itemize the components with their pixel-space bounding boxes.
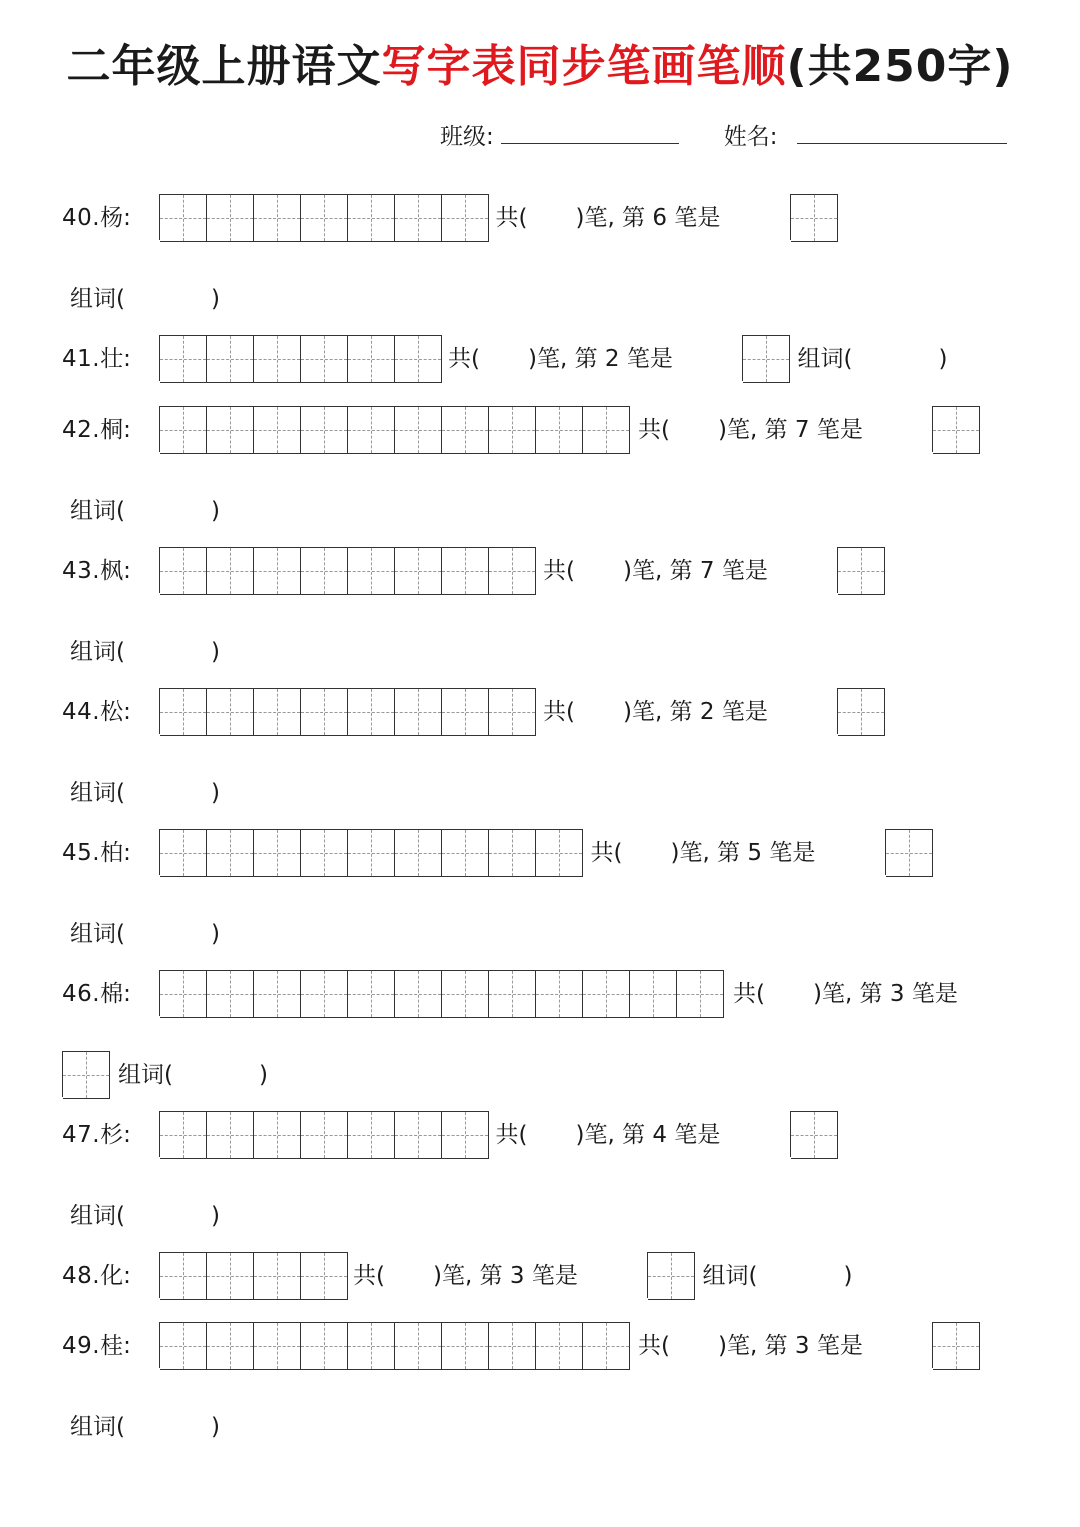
stroke-order-boxes[interactable] <box>159 406 630 452</box>
stroke-cell[interactable] <box>348 335 395 383</box>
word-group-text <box>70 628 220 676</box>
stroke-suffix: 笔是 <box>721 699 768 725</box>
nth-stroke-number: 7 <box>699 558 715 584</box>
stroke-cell[interactable] <box>348 406 395 454</box>
word-prefix: 组词( <box>70 498 125 524</box>
stroke-cell[interactable] <box>536 970 583 1018</box>
stroke-cell[interactable] <box>254 1252 301 1300</box>
stroke-cell[interactable] <box>395 335 442 383</box>
total-prefix: 共( <box>638 417 670 443</box>
stroke-cell[interactable] <box>207 829 254 877</box>
word-suffix: ) <box>210 1203 220 1229</box>
total-suffix: )笔, <box>670 840 710 866</box>
stroke-cell[interactable] <box>442 194 489 242</box>
nth-stroke-box[interactable] <box>837 688 885 734</box>
stroke-count-text <box>353 1252 578 1300</box>
word-suffix: ) <box>938 346 948 372</box>
stroke-cell[interactable] <box>395 547 442 595</box>
nth-stroke-box[interactable] <box>885 829 933 875</box>
total-prefix: 共( <box>590 840 623 866</box>
nth-stroke-box[interactable] <box>790 1111 838 1157</box>
stroke-cell[interactable] <box>207 1252 254 1300</box>
total-suffix: )笔, <box>527 346 568 372</box>
stroke-cell[interactable] <box>348 547 395 595</box>
item-character: 杉: <box>100 1122 131 1148</box>
stroke-order-boxes[interactable] <box>159 1252 348 1298</box>
stroke-cell[interactable] <box>395 406 442 454</box>
stroke-cell[interactable] <box>489 1322 536 1370</box>
word-suffix: ) <box>210 921 220 947</box>
word-group-text <box>703 1252 853 1300</box>
stroke-cell[interactable] <box>442 406 489 454</box>
stroke-prefix: 第 <box>622 1122 646 1148</box>
stroke-cell[interactable] <box>160 547 207 595</box>
stroke-cell[interactable] <box>301 194 348 242</box>
word-group-text <box>70 1403 220 1451</box>
stroke-cell[interactable] <box>160 829 207 877</box>
stroke-suffix: 笔是 <box>674 1122 721 1148</box>
stroke-prefix: 第 <box>764 417 788 443</box>
item-character: 枫: <box>100 558 131 584</box>
nth-stroke-box[interactable] <box>647 1252 695 1298</box>
stroke-suffix: 笔是 <box>626 346 673 372</box>
stroke-cell[interactable] <box>301 1111 348 1159</box>
stroke-cell[interactable] <box>395 688 442 736</box>
item-character: 松: <box>100 699 131 725</box>
stroke-cell[interactable] <box>791 1111 838 1159</box>
stroke-cell[interactable] <box>254 1322 301 1370</box>
item-label <box>62 1111 131 1159</box>
stroke-cell[interactable] <box>254 970 301 1018</box>
stroke-cell[interactable] <box>254 406 301 454</box>
stroke-prefix: 第 <box>717 840 741 866</box>
stroke-cell[interactable] <box>160 406 207 454</box>
stroke-cell[interactable] <box>886 829 933 877</box>
word-prefix: 组词( <box>70 639 125 665</box>
stroke-cell[interactable] <box>301 829 348 877</box>
stroke-cell[interactable] <box>207 1322 254 1370</box>
stroke-cell[interactable] <box>838 547 885 595</box>
stroke-cell[interactable] <box>160 194 207 242</box>
stroke-cell[interactable] <box>489 829 536 877</box>
total-suffix: )笔, <box>622 558 663 584</box>
item-label <box>62 194 131 242</box>
stroke-order-boxes[interactable] <box>159 547 536 593</box>
stroke-cell[interactable] <box>348 688 395 736</box>
item-number: 41. <box>62 346 101 372</box>
total-prefix: 共( <box>733 981 765 1007</box>
stroke-cell[interactable] <box>207 194 254 242</box>
total-suffix: )笔, <box>717 1333 758 1359</box>
stroke-cell[interactable] <box>301 1252 348 1300</box>
nth-stroke-box[interactable] <box>790 194 838 240</box>
stroke-cell[interactable] <box>489 406 536 454</box>
item-label <box>62 970 131 1018</box>
word-group-text <box>70 275 220 323</box>
total-suffix: )笔, <box>717 417 758 443</box>
total-suffix: )笔, <box>622 699 663 725</box>
item-label <box>62 1252 131 1300</box>
stroke-cell[interactable] <box>160 688 207 736</box>
item-number: 45. <box>62 840 101 866</box>
stroke-cell[interactable] <box>301 406 348 454</box>
stroke-cell[interactable] <box>442 1322 489 1370</box>
stroke-cell[interactable] <box>160 1322 207 1370</box>
nth-stroke-number: 3 <box>794 1333 810 1359</box>
stroke-cell[interactable] <box>395 970 442 1018</box>
total-suffix: )笔, <box>432 1263 473 1289</box>
stroke-count-text <box>733 970 958 1018</box>
stroke-cell[interactable] <box>791 194 838 242</box>
stroke-prefix: 第 <box>574 346 598 372</box>
stroke-cell[interactable] <box>254 335 301 383</box>
word-suffix: ) <box>258 1062 268 1088</box>
word-prefix: 组词( <box>797 346 853 372</box>
nth-stroke-number: 6 <box>652 205 668 231</box>
stroke-order-boxes[interactable] <box>159 970 724 1016</box>
stroke-cell[interactable] <box>933 1322 980 1370</box>
item-label <box>62 406 131 454</box>
stroke-count-text <box>591 829 816 877</box>
word-prefix: 组词( <box>70 1414 125 1440</box>
stroke-prefix: 第 <box>669 558 693 584</box>
word-group-text <box>798 335 948 383</box>
stroke-count-text <box>638 1322 863 1370</box>
stroke-cell[interactable] <box>442 970 489 1018</box>
stroke-cell[interactable] <box>395 194 442 242</box>
stroke-suffix: 笔是 <box>911 981 958 1007</box>
total-prefix: 共( <box>495 205 528 231</box>
stroke-cell[interactable] <box>489 688 536 736</box>
stroke-cell[interactable] <box>536 829 583 877</box>
item-number: 43. <box>62 558 101 584</box>
stroke-cell[interactable] <box>442 688 489 736</box>
stroke-cell[interactable] <box>489 547 536 595</box>
stroke-cell[interactable] <box>160 335 207 383</box>
stroke-cell[interactable] <box>207 1111 254 1159</box>
stroke-cell[interactable] <box>442 1111 489 1159</box>
stroke-cell[interactable] <box>743 335 790 383</box>
nth-stroke-box[interactable] <box>932 406 980 452</box>
word-prefix: 组词( <box>70 286 125 312</box>
word-group-text <box>70 487 220 535</box>
stroke-count-text <box>543 547 768 595</box>
word-suffix: ) <box>210 498 220 524</box>
word-suffix: ) <box>843 1263 853 1289</box>
class-label: 班级: <box>440 124 494 150</box>
word-suffix: ) <box>210 780 220 806</box>
name-label: 姓名: <box>723 124 778 150</box>
item-number: 46. <box>62 981 101 1007</box>
item-number: 49. <box>62 1333 101 1359</box>
total-prefix: 共( <box>543 558 575 584</box>
stroke-prefix: 第 <box>859 981 883 1007</box>
item-character: 壮: <box>100 346 131 372</box>
stroke-count-text <box>496 194 721 242</box>
stroke-cell[interactable] <box>838 688 885 736</box>
word-suffix: ) <box>210 286 220 312</box>
stroke-order-boxes[interactable] <box>159 1111 489 1157</box>
stroke-cell[interactable] <box>254 194 301 242</box>
nth-stroke-number: 3 <box>509 1263 525 1289</box>
word-prefix: 组词( <box>118 1062 173 1088</box>
stroke-prefix: 第 <box>669 699 693 725</box>
total-prefix: 共( <box>543 699 575 725</box>
item-number: 47. <box>62 1122 101 1148</box>
total-prefix: 共( <box>353 1263 385 1289</box>
stroke-cell[interactable] <box>348 1111 395 1159</box>
stroke-count-text <box>543 688 768 736</box>
nth-stroke-box[interactable] <box>62 1051 110 1097</box>
stroke-cell[interactable] <box>583 970 630 1018</box>
stroke-cell[interactable] <box>583 406 630 454</box>
item-character: 柏: <box>100 840 131 866</box>
stroke-count-text <box>496 1111 721 1159</box>
stroke-cell[interactable] <box>207 970 254 1018</box>
total-prefix: 共( <box>638 1333 670 1359</box>
nth-stroke-number: 2 <box>699 699 715 725</box>
stroke-cell[interactable] <box>536 1322 583 1370</box>
item-label <box>62 335 131 383</box>
stroke-cell[interactable] <box>348 1322 395 1370</box>
nth-stroke-box[interactable] <box>932 1322 980 1368</box>
stroke-cell[interactable] <box>254 1111 301 1159</box>
stroke-prefix: 第 <box>479 1263 503 1289</box>
stroke-cell[interactable] <box>207 406 254 454</box>
stroke-cell[interactable] <box>160 970 207 1018</box>
stroke-suffix: 笔是 <box>816 1333 863 1359</box>
title-suffix: (共250字) <box>786 41 1014 92</box>
word-prefix: 组词( <box>70 921 125 947</box>
stroke-suffix: 笔是 <box>674 205 721 231</box>
total-suffix: )笔, <box>575 1122 615 1148</box>
total-prefix: 共( <box>448 346 480 372</box>
stroke-order-boxes[interactable] <box>159 688 536 734</box>
stroke-suffix: 笔是 <box>816 417 863 443</box>
stroke-cell[interactable] <box>536 406 583 454</box>
word-suffix: ) <box>210 1414 220 1440</box>
stroke-prefix: 第 <box>764 1333 788 1359</box>
item-character: 杨: <box>100 205 131 231</box>
stroke-cell[interactable] <box>442 547 489 595</box>
nth-stroke-number: 7 <box>794 417 810 443</box>
title-red: 写字表同步笔画笔顺 <box>381 41 787 92</box>
word-prefix: 组词( <box>702 1263 758 1289</box>
stroke-cell[interactable] <box>648 1252 695 1300</box>
stroke-cell[interactable] <box>301 1322 348 1370</box>
stroke-order-boxes[interactable] <box>159 1322 630 1368</box>
stroke-cell[interactable] <box>301 688 348 736</box>
stroke-count-text <box>638 406 863 454</box>
stroke-suffix: 笔是 <box>769 840 816 866</box>
item-number: 42. <box>62 417 101 443</box>
item-character: 棉: <box>100 981 131 1007</box>
stroke-cell[interactable] <box>160 1111 207 1159</box>
nth-stroke-box[interactable] <box>837 547 885 593</box>
word-group-text <box>70 769 220 817</box>
stroke-cell[interactable] <box>583 1322 630 1370</box>
item-character: 桂: <box>100 1333 131 1359</box>
item-character: 桐: <box>100 417 131 443</box>
stroke-cell[interactable] <box>933 406 980 454</box>
stroke-order-boxes[interactable] <box>159 194 489 240</box>
stroke-cell[interactable] <box>348 829 395 877</box>
stroke-cell[interactable] <box>207 547 254 595</box>
stroke-order-boxes[interactable] <box>159 829 583 875</box>
stroke-cell[interactable] <box>254 688 301 736</box>
stroke-cell[interactable] <box>348 970 395 1018</box>
item-label <box>62 1322 131 1370</box>
stroke-cell[interactable] <box>348 194 395 242</box>
word-prefix: 组词( <box>70 1203 125 1229</box>
stroke-cell[interactable] <box>207 335 254 383</box>
nth-stroke-number: 3 <box>889 981 905 1007</box>
item-label <box>62 547 131 595</box>
item-character: 化: <box>100 1263 131 1289</box>
nth-stroke-number: 2 <box>604 346 620 372</box>
stroke-cell[interactable] <box>160 1252 207 1300</box>
nth-stroke-box[interactable] <box>742 335 790 381</box>
stroke-cell[interactable] <box>677 970 724 1018</box>
stroke-cell[interactable] <box>207 688 254 736</box>
stroke-cell[interactable] <box>254 829 301 877</box>
word-group-text <box>70 910 220 958</box>
stroke-cell[interactable] <box>395 1111 442 1159</box>
nth-stroke-number: 4 <box>652 1122 668 1148</box>
stroke-cell[interactable] <box>395 829 442 877</box>
item-label <box>62 688 131 736</box>
item-number: 48. <box>62 1263 101 1289</box>
item-label <box>62 829 131 877</box>
stroke-cell[interactable] <box>301 547 348 595</box>
stroke-cell[interactable] <box>301 335 348 383</box>
nth-stroke-number: 5 <box>747 840 763 866</box>
stroke-suffix: 笔是 <box>531 1263 578 1289</box>
word-prefix: 组词( <box>70 780 125 806</box>
total-suffix: )笔, <box>812 981 853 1007</box>
stroke-suffix: 笔是 <box>721 558 768 584</box>
word-group-text <box>70 1192 220 1240</box>
total-suffix: )笔, <box>575 205 615 231</box>
word-suffix: ) <box>210 639 220 665</box>
stroke-cell[interactable] <box>489 970 536 1018</box>
total-prefix: 共( <box>495 1122 528 1148</box>
stroke-cell[interactable] <box>301 970 348 1018</box>
item-number: 44. <box>62 699 101 725</box>
item-number: 40. <box>62 205 101 231</box>
stroke-cell[interactable] <box>254 547 301 595</box>
stroke-cell[interactable] <box>442 829 489 877</box>
stroke-cell[interactable] <box>630 970 677 1018</box>
stroke-cell[interactable] <box>395 1322 442 1370</box>
stroke-order-boxes[interactable] <box>159 335 442 381</box>
stroke-cell[interactable] <box>63 1051 110 1099</box>
stroke-count-text <box>448 335 673 383</box>
title-black: 二年级上册语文 <box>66 41 382 92</box>
stroke-prefix: 第 <box>622 205 646 231</box>
word-group-text <box>118 1051 268 1099</box>
